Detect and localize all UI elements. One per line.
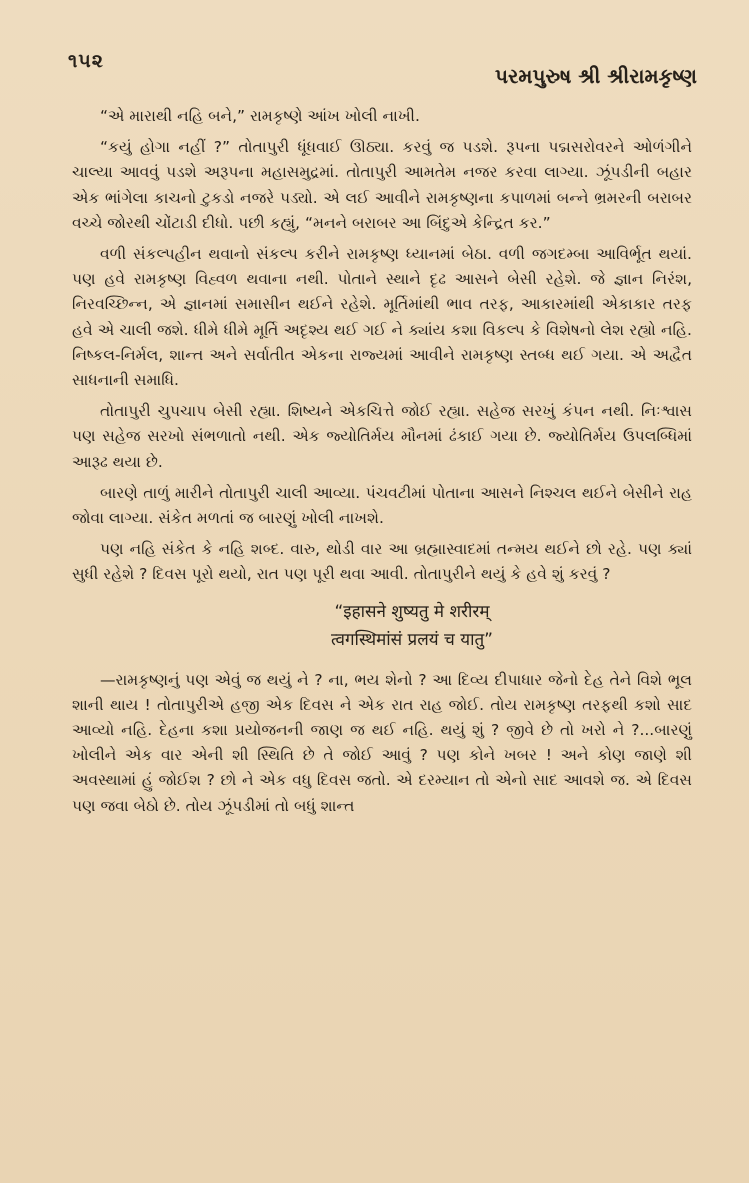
paragraph: વળી સંકલ્પહીન થવાનો સંકલ્પ કરીને રામકૃષ્ણ ધ્યાનમાં બેઠા. વળી જગદમ્બા આવિર્ભૂત થયાં. પણ હવે રામકૃષ્ણ વિહ્વળ થવાના નથી. પોતાને સ્થાને દૃઢ આસને બેસી રહેશે. જે જ્ઞાન નિરંશ, નિરવચ્છિન્ન, એ જ્ઞાનમાં સમાસીન થઈને રહેશે. મૂર્તિમાંથી ભાવ તરફ, આકારમાંથી એકાકાર તરફ હવે એ ચાલી જશે. ધીમે ધીમે મૂર્તિ અદૃશ્ય થઈ ગઈ ને ક્યાંય કશા વિકલ્પ કે વિશેષનો લેશ રહ્યો નહિ. નિષ્કલ-નિર્મલ, શાન્ત અને સર્વાતીત એકના રાજ્યમાં આવીને રામકૃષ્ણ સ્તબ્ધ થઈ ગયા. એ અદ્વૈત સાધનાની સમાધિ. bbox=[72, 245, 692, 390]
page-number: ૧૫૨ bbox=[68, 50, 104, 72]
verse-line: त्वगस्थिमांसं प्रलयं च यातु” bbox=[331, 629, 493, 650]
running-head: પરમપુરુષ શ્રી શ્રીરામકૃષ્ણ bbox=[495, 64, 697, 88]
paragraph: “કયું હોગા નહીં ?” તોતાપુરી ધૂંધવાઈ ઊઠ્યા. કરવું જ પડશે. રૂપના પદ્મસરોવરને ઓળંગીને ચાલ્યા આવવું પડશે અરૂપના મહાસમુદ્રમાં. તોતાપુરી આમતેમ નજર કરવા લાગ્યા. ઝૂંપડીની બહાર એક ભાંગેલા કાચનો ટુકડો નજરે પડ્યો. એ લઈ આવીને રામકૃષ્ણના કપાળમાં બન્ને ભ્રમરની બરાબર વચ્ચે જોરથી ચોંટાડી દીધો. પછી કહ્યું, “મનને બરાબર આ બિંદુએ કેન્દ્રિત કર.” bbox=[72, 138, 692, 232]
paragraph: બારણે તાળું મારીને તોતાપુરી ચાલી આવ્યા. પંચવટીમાં પોતાના આસને નિશ્ચલ થઈને બેસીને રાહ જોવા લાગ્યા. સંકેત મળતાં જ બારણું ખોલી નાખશે. bbox=[72, 483, 692, 528]
paragraph: તોતાપુરી ચુપચાપ બેસી રહ્યા. શિષ્યને એકચિત્તે જોઈ રહ્યા. સહેજ સરખું કંપન નથી. નિઃશ્વાસ પણ સહેજ સરખો સંભળાતો નથી. એક જ્યોતિર્મય મૌનમાં ઢંકાઈ ગયા છે. જ્યોતિર્મય ઉપલબ્ધિમાં આરૂઢ થયા છે. bbox=[72, 402, 692, 471]
paragraph: —રામકૃષ્ણનું પણ એવું જ થયું ને ? ના, ભય શેનો ? આ દિવ્ય દીપાધાર જેનો દેહ તેને વિશે ભૂલ શાની થાય ! તોતાપુરીએ હજી એક દિવસ ને એક રાત રાહ જોઈ. તોય રામકૃષ્ણ તરફથી કશો સાદ આવ્યો નહિ. દેહના કશા પ્રયોજનની જાણ જ થઈ નહિ. થયું શું ? જીવે છે તો ખરો ને ?...બારણું ખોલીને એક વાર એની શી સ્થિતિ છે તે જોઈ આવું ? પણ કોને ખબર ! અને કોણ જાણે શી અવસ્થામાં હું જોઈશ ? છો ને એક વધુ દિવસ જતો. એ દરમ્યાન તો એનો સાદ આવશે જ. એ દિવસ પણ જવા બેઠો છે. તોય ઝૂંપડીમાં તો બધું શાન્ત bbox=[72, 670, 692, 815]
body-text bbox=[72, 104, 692, 825]
paragraph: પણ નહિ સંકેત કે નહિ શબ્દ. વારુ, થોડી વાર આ બ્રહ્માસ્વાદમાં તન્મય થઈને છો રહે. પણ ક્યાં સુધી રહેશે ? દિવસ પૂરો થયો, રાત પણ પૂરી થવા આવી. તોતાપુરીને થયું કે હવે શું કરવું ? bbox=[72, 540, 692, 584]
paragraph: “એ મારાથી નહિ બને,” રામકૃષ્ણે આંખ ખોલી નાખી. bbox=[100, 107, 420, 125]
verse-line: “इहासने शुष्यतु मे शरीरम् bbox=[334, 601, 490, 622]
sanskrit-verse bbox=[72, 598, 692, 654]
